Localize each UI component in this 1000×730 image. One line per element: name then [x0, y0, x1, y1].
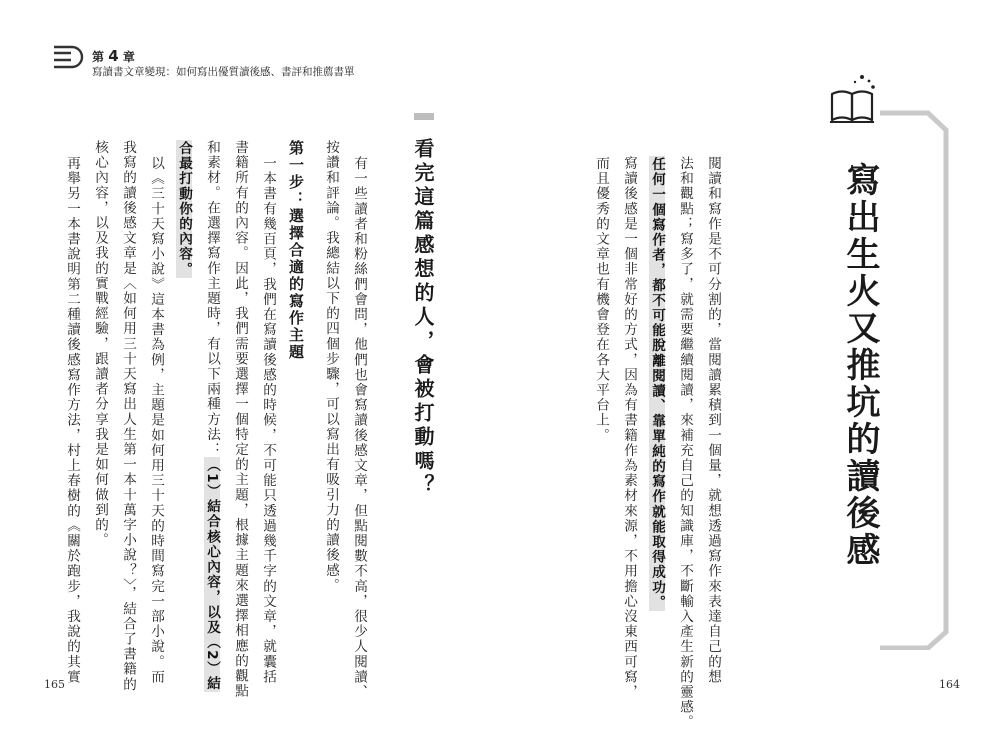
- step-bold-text: （1）結合核心內容，以及（2）結: [204, 458, 220, 692]
- step-line-text: 和素材。在選擇寫作主題時，有以下兩種方法：: [204, 140, 220, 458]
- chapter-label: 第 4 章: [92, 47, 135, 65]
- section-title: 看完這篇感想的人，會被打動嗎？: [411, 138, 435, 498]
- title-frame: [880, 110, 950, 650]
- example-line: 再舉另一本書說明第二種讀後感寫作方法，村上春樹的《關於跑步，我說的其實: [64, 156, 80, 685]
- intro-line: 有一些讀者和粉絲們會問，他們也會寫讀後感文章，但點閱數不高，很少人閱讀、: [351, 156, 367, 700]
- paragraph-line: 而且優秀的文章也有機會登在各大平台上。: [593, 156, 609, 443]
- paragraph-line: 閱讀和寫作是不可分割的，當閱讀累積到一個量，就想透過寫作來表達自己的想: [705, 156, 721, 685]
- paragraph-line: 寫讀後感是一個非常好的方式，因為有書籍作為素材來源，不用擔心沒東西可寫，: [621, 156, 637, 700]
- example-line: 核心內容，以及我的實戰經驗，跟讀者分享我是如何做到的。: [92, 140, 108, 548]
- page-number-left: 165: [44, 678, 65, 691]
- chapter-subtitle: 寫讀書文章變現：如何寫出優質讀後感、書評和推薦書單: [92, 66, 355, 78]
- book-icon: [828, 72, 878, 124]
- chapter-number: 4: [108, 47, 119, 65]
- example-line: 以《三十天寫小說》這本書為例，主題是如何用三十天的時間寫完一部小說。而: [148, 156, 164, 685]
- step-line: [204, 140, 220, 692]
- paragraph-line-highlight: [649, 156, 665, 611]
- step-line: [176, 140, 192, 278]
- chapter-icon: [52, 44, 84, 70]
- step-bold-text: 合最打動你的內容。: [176, 141, 192, 277]
- example-line: 我寫的讀後感文章是〈如何用三十天寫出人生第一本十萬字小說？〉，結合了書籍的: [120, 140, 136, 692]
- page-title: 寫出生火又推坑的讀後感: [840, 162, 880, 569]
- step-title: 第一步：選擇合適的寫作主題: [287, 140, 305, 361]
- step-line: 一本書有幾百頁，我們在寫讀後感的時候，不可能只透過幾千字的文章，就囊括: [260, 156, 276, 685]
- intro-line: 按讚和評論。我總結以下的四個步驟，可以寫出有吸引力的讀後感。: [323, 140, 339, 593]
- section-marker: [414, 113, 434, 120]
- highlight-text: 任何一個寫作者，都不可能脫離閱讀、靠單純的寫作就能取得成功。: [649, 157, 665, 610]
- step-line: 書籍所有的內容。因此，我們需要選擇一個特定的主題，根據主題來選擇相應的觀點: [232, 140, 248, 699]
- paragraph-line: 法和觀點；寫多了，就需要繼續閱讀，來補充自己的知識庫，不斷輸入產生新的靈感。: [677, 156, 693, 730]
- page-number-right: 164: [939, 678, 960, 691]
